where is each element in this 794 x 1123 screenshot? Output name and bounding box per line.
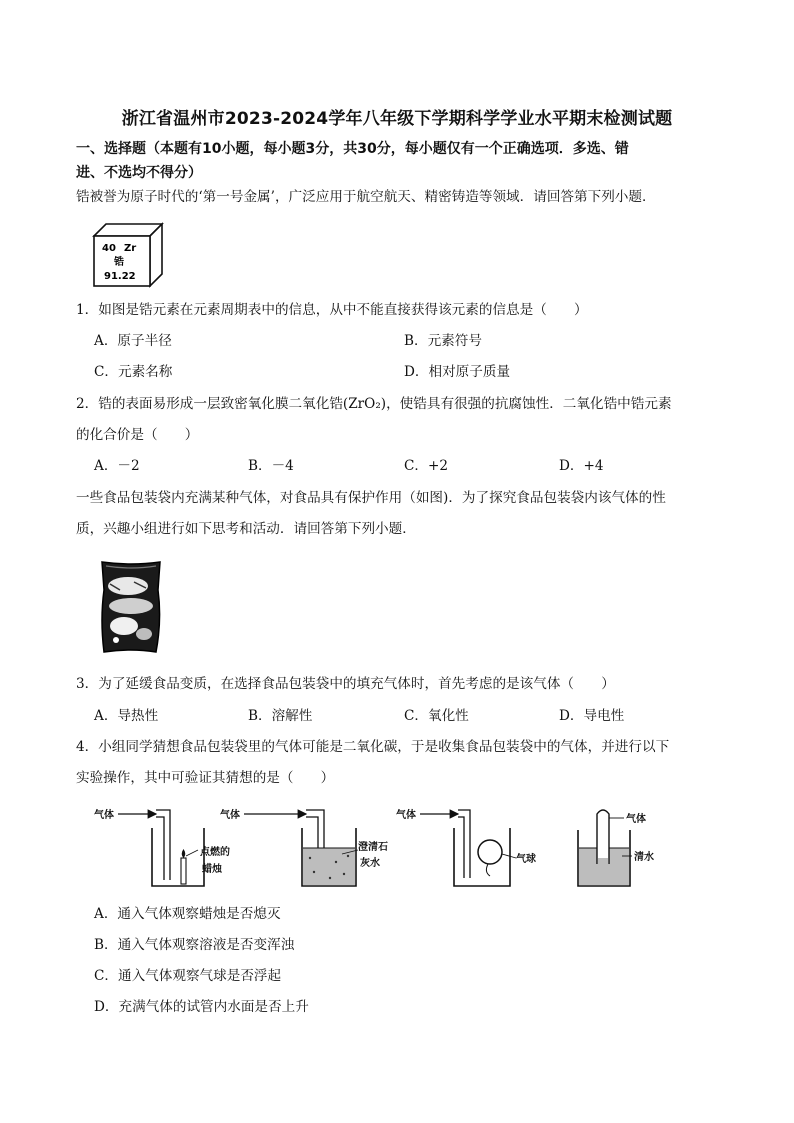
question-3-option-b[interactable]: B．溶解性 [248,708,313,724]
intro-food-bag-line1: 一些食品包装袋内充满某种气体，对食品具有保护作用（如图)．为了探究食品包装袋内该气体的性 [76,490,666,506]
page-title: 浙江省温州市2023-2024学年八年级下学期科学学业水平期末检测试题 [121,109,673,129]
question-4-option-b[interactable]: B．通入气体观察溶液是否变浑浊 [94,937,295,953]
question-3-option-d[interactable]: D．导电性 [559,708,625,724]
question-4-option-d[interactable]: D．充满气体的试管内水面是否上升 [94,999,309,1015]
diagram-b-limewater-label-1: 澄清石 [358,842,388,853]
experiment-diagrams [92,800,692,896]
section-heading [76,137,726,185]
question-4-option-a[interactable]: A．通入气体观察蜡烛是否熄灭 [94,906,281,922]
diagram-b-limewater-label-2: 灰水 [360,858,380,869]
diagram-d-gas-label: 气体 [626,814,646,825]
food-bag-image [98,560,164,654]
section-heading-line1: 一、选择题（本题有10小题，每小题3分，共30分，每小题仅有一个正确选项．多选、错 [76,141,629,157]
question-1-option-a[interactable]: A．原子半径 [94,333,172,349]
diagram-a-gas-label: 气体 [94,810,114,821]
intro-zirconium: 锆被誉为原子时代的‘第一号金属’，广泛应用于航空航天、精密铸造等领域．请回答第下列小题． [76,189,656,205]
question-4-stem-line1: 4．小组同学猜想食品包装袋里的气体可能是二氧化碳，于是收集食品包装袋中的气体，并进行以下 [76,739,670,755]
question-2-stem-line2: 的化合价是（ ） [76,427,199,443]
section-heading-line2: 进、不选均不得分） [76,165,202,181]
element-cell-image [92,222,164,288]
diagram-b-gas-label: 气体 [220,810,240,821]
diagram-c-balloon [396,808,536,886]
question-1-option-d[interactable]: D．相对原子质量 [404,364,511,380]
element-number: 40 [102,243,116,254]
question-1-option-c[interactable]: C．元素名称 [94,364,173,380]
question-4-stem-line2: 实验操作，其中可验证其猜想的是（ ） [76,770,335,786]
diagram-a-candle-label-2: 蜡烛 [202,864,222,875]
question-3-stem: 3．为了延缓食品变质，在选择食品包装袋中的填充气体时，首先考虑的是该气体（ ） [76,676,615,692]
diagram-d-test-tube [578,810,654,886]
question-4-option-c[interactable]: C．通入气体观察气球是否浮起 [94,968,282,984]
question-2-option-a[interactable]: A．－2 [94,458,140,474]
diagram-b-limewater [220,808,388,886]
question-3-option-a[interactable]: A．导热性 [94,708,159,724]
diagram-c-gas-label: 气体 [396,810,416,821]
question-2-option-b[interactable]: B．－4 [248,458,294,474]
element-symbol: Zr [124,243,137,254]
element-mass: 91.22 [104,271,136,282]
diagram-a-candle-label-1: 点燃的 [200,847,230,858]
question-2-stem-line1: 2．锆的表面易形成一层致密氧化膜二氧化锆(ZrO₂)，使锆具有很强的抗腐蚀性．二氧化锆中锆元素 [76,396,672,412]
question-2-option-d[interactable]: D．+4 [559,458,604,474]
question-3-option-c[interactable]: C．氧化性 [404,708,469,724]
question-2-option-c[interactable]: C．+2 [404,458,449,474]
diagram-d-water-label: 清水 [634,852,654,863]
question-1-stem: 1．如图是锆元素在元素周期表中的信息，从中不能直接获得该元素的信息是（ ） [76,302,588,318]
element-name: 锆 [114,257,124,268]
intro-food-bag-line2: 质，兴趣小组进行如下思考和活动．请回答第下列小题． [76,521,416,537]
diagram-c-balloon-label: 气球 [516,854,536,865]
diagram-a-candle [94,808,230,886]
question-1-option-b[interactable]: B．元素符号 [404,333,482,349]
